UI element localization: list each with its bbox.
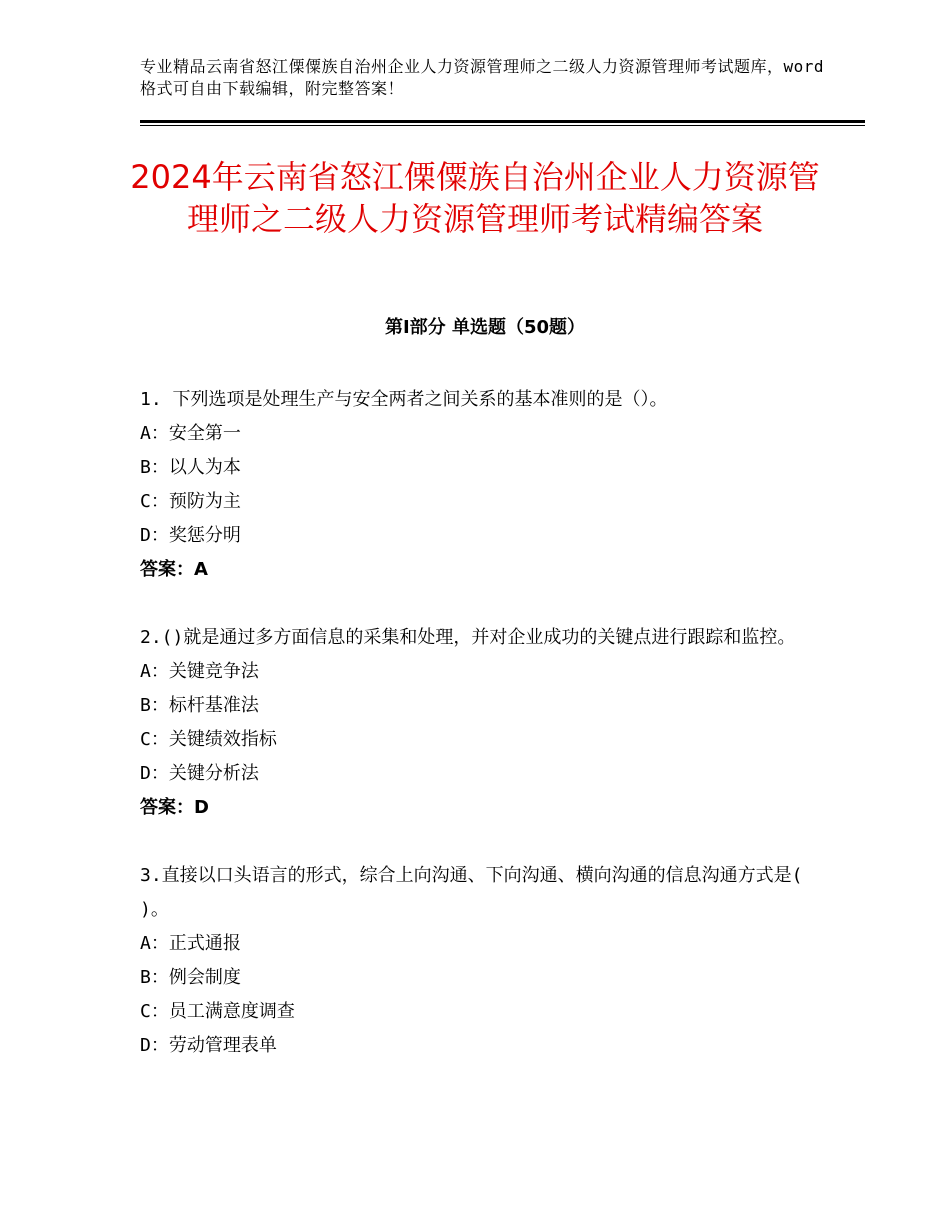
question-text: 2.()就是通过多方面信息的采集和处理，并对企业成功的关键点进行跟踪和监控。 bbox=[140, 627, 796, 648]
header-divider-thick bbox=[140, 120, 865, 123]
option-c: C：员工满意度调查 bbox=[140, 1001, 295, 1022]
header-note: 专业精品云南省怒江傈僳族自治州企业人力资源管理师之二级人力资源管理师考试题库，word格式可自由下载编辑，附完整答案！ bbox=[140, 57, 825, 98]
option-b: B：标杆基准法 bbox=[140, 695, 259, 716]
answer: 答案：A bbox=[140, 559, 208, 580]
option-d: D：劳动管理表单 bbox=[140, 1035, 277, 1056]
question-3 bbox=[140, 859, 820, 1063]
option-d: D：奖惩分明 bbox=[140, 525, 241, 546]
option-c: C：预防为主 bbox=[140, 491, 241, 512]
question-list bbox=[140, 383, 820, 1097]
option-b: B：以人为本 bbox=[140, 457, 241, 478]
question-text: 1. 下列选项是处理生产与安全两者之间关系的基本准则的是（）。 bbox=[140, 389, 668, 410]
header-divider-thin bbox=[140, 125, 865, 126]
section-title: 第Ⅰ部分 单选题（50题） bbox=[384, 317, 585, 338]
option-a: A：正式通报 bbox=[140, 933, 241, 954]
question-2 bbox=[140, 621, 820, 825]
answer: 答案：D bbox=[140, 797, 209, 818]
option-b: B：例会制度 bbox=[140, 967, 241, 988]
option-c: C：关键绩效指标 bbox=[140, 729, 277, 750]
document-title: 2024年云南省怒江傈僳族自治州企业人力资源管理师之二级人力资源管理师考试精编答案 bbox=[130, 158, 820, 238]
option-d: D：关键分析法 bbox=[140, 763, 259, 784]
question-1 bbox=[140, 383, 820, 587]
question-text: 3.直接以口头语言的形式，综合上向沟通、下向沟通、横向沟通的信息沟通方式是( )。 bbox=[140, 865, 803, 920]
option-a: A：安全第一 bbox=[140, 423, 241, 444]
option-a: A：关键竞争法 bbox=[140, 661, 259, 682]
